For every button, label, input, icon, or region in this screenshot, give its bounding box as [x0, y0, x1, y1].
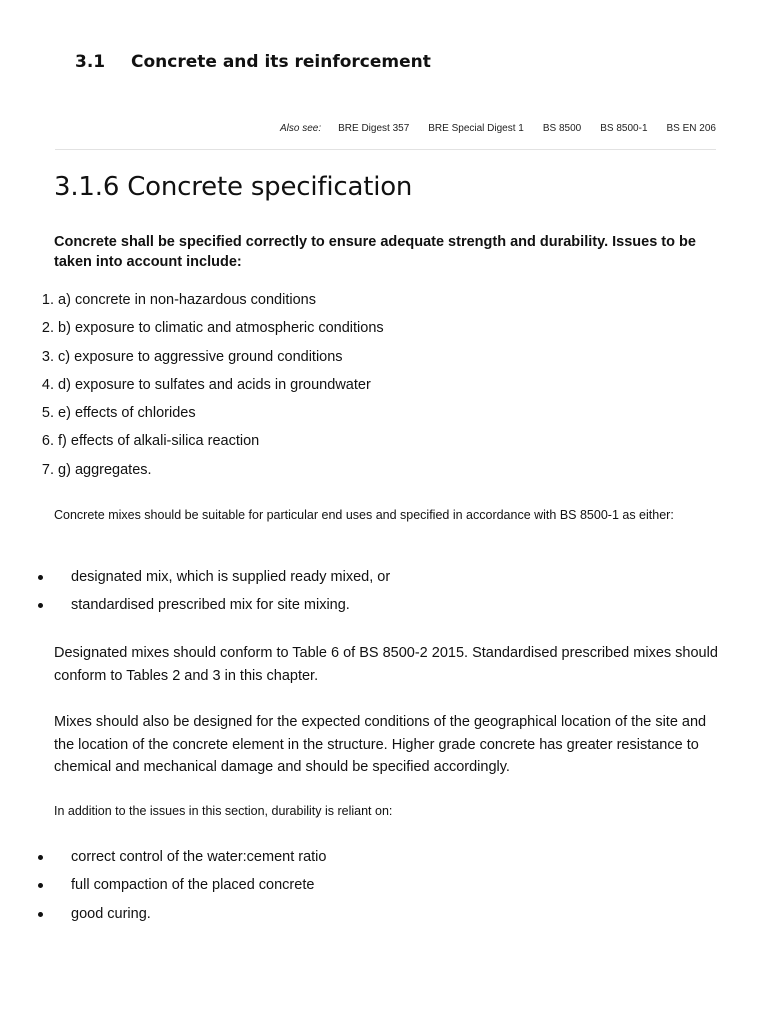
- item-text: good curing.: [71, 905, 151, 922]
- designated-mixes-paragraph: Designated mixes should conform to Table 6 of BS 8500-2 2015. Standardised prescribed mixes should conform to Tables 2 and 3 in this chapter.: [54, 645, 718, 684]
- durability-intro: In addition to the issues in this section, durability is reliant on:: [54, 804, 393, 818]
- issues-list: [0, 289, 384, 487]
- also-see-bar: [280, 123, 716, 134]
- item-text: designated mix, which is supplied ready mixed, or: [71, 569, 391, 585]
- list-item: [0, 317, 384, 345]
- location-paragraph: Mixes should also be designed for the expected conditions of the geographical location of the site and the location of the concrete element in the structure. Higher grade concrete has greater resistance to chemical and mechanical damage and should be specified accordingly.: [54, 714, 707, 775]
- page-title: 3.1.6 Concrete specification: [54, 172, 413, 202]
- item-text: e) effects of chlorides: [58, 405, 196, 422]
- section-title: Concrete and its reinforcement: [131, 52, 431, 72]
- divider: [55, 149, 716, 150]
- section-number: 3.1: [75, 52, 106, 72]
- section-heading: [75, 52, 431, 72]
- list-item: [0, 346, 384, 374]
- list-item: [0, 459, 384, 487]
- link-bs-8500[interactable]: BS 8500: [542, 123, 582, 134]
- item-text: a) concrete in non-hazardous conditions: [58, 292, 316, 308]
- list-item: [0, 430, 384, 458]
- link-bs-8500-1[interactable]: BS 8500-1: [600, 123, 648, 134]
- bullet-icon: [38, 855, 43, 860]
- list-item: [0, 289, 384, 317]
- item-number: 5.: [41, 405, 54, 422]
- item-text: standardised prescribed mix for site mixing.: [71, 597, 350, 614]
- item-text: d) exposure to sulfates and acids in groundwater: [58, 376, 371, 393]
- item-text: correct control of the water:cement ratio: [71, 849, 327, 865]
- item-text: full compaction of the placed concrete: [71, 877, 315, 894]
- link-bre-special-digest-1[interactable]: BRE Special Digest 1: [428, 123, 524, 134]
- item-number: 7.: [41, 461, 54, 478]
- link-bre-digest-357[interactable]: BRE Digest 357: [338, 123, 410, 134]
- mixes-intro: Concrete mixes should be suitable for particular end uses and specified in accordance with BS 8500-1 as either:: [54, 508, 674, 522]
- item-text: f) effects of alkali-silica reaction: [58, 433, 260, 450]
- bullet-icon: [38, 575, 43, 580]
- item-number: 6.: [41, 433, 54, 450]
- bullet-icon: [38, 912, 43, 917]
- item-number: 2.: [41, 320, 54, 337]
- intro-text: Concrete shall be specified correctly to ensure adequate strength and durability. Issues to be taken into account include:: [54, 234, 696, 270]
- link-bs-en-206[interactable]: BS EN 206: [666, 123, 716, 134]
- item-text: c) exposure to aggressive ground conditions: [58, 348, 343, 365]
- bullet-icon: [38, 883, 43, 888]
- list-item: [0, 374, 384, 402]
- item-text: g) aggregates.: [58, 461, 152, 478]
- list-item: [0, 402, 384, 430]
- item-number: 4.: [41, 376, 54, 393]
- item-number: 3.: [41, 348, 54, 365]
- item-text: b) exposure to climatic and atmospheric conditions: [58, 320, 384, 337]
- also-see-label: Also see:: [279, 123, 322, 134]
- bullet-icon: [38, 603, 43, 608]
- item-number: 1.: [41, 292, 54, 308]
